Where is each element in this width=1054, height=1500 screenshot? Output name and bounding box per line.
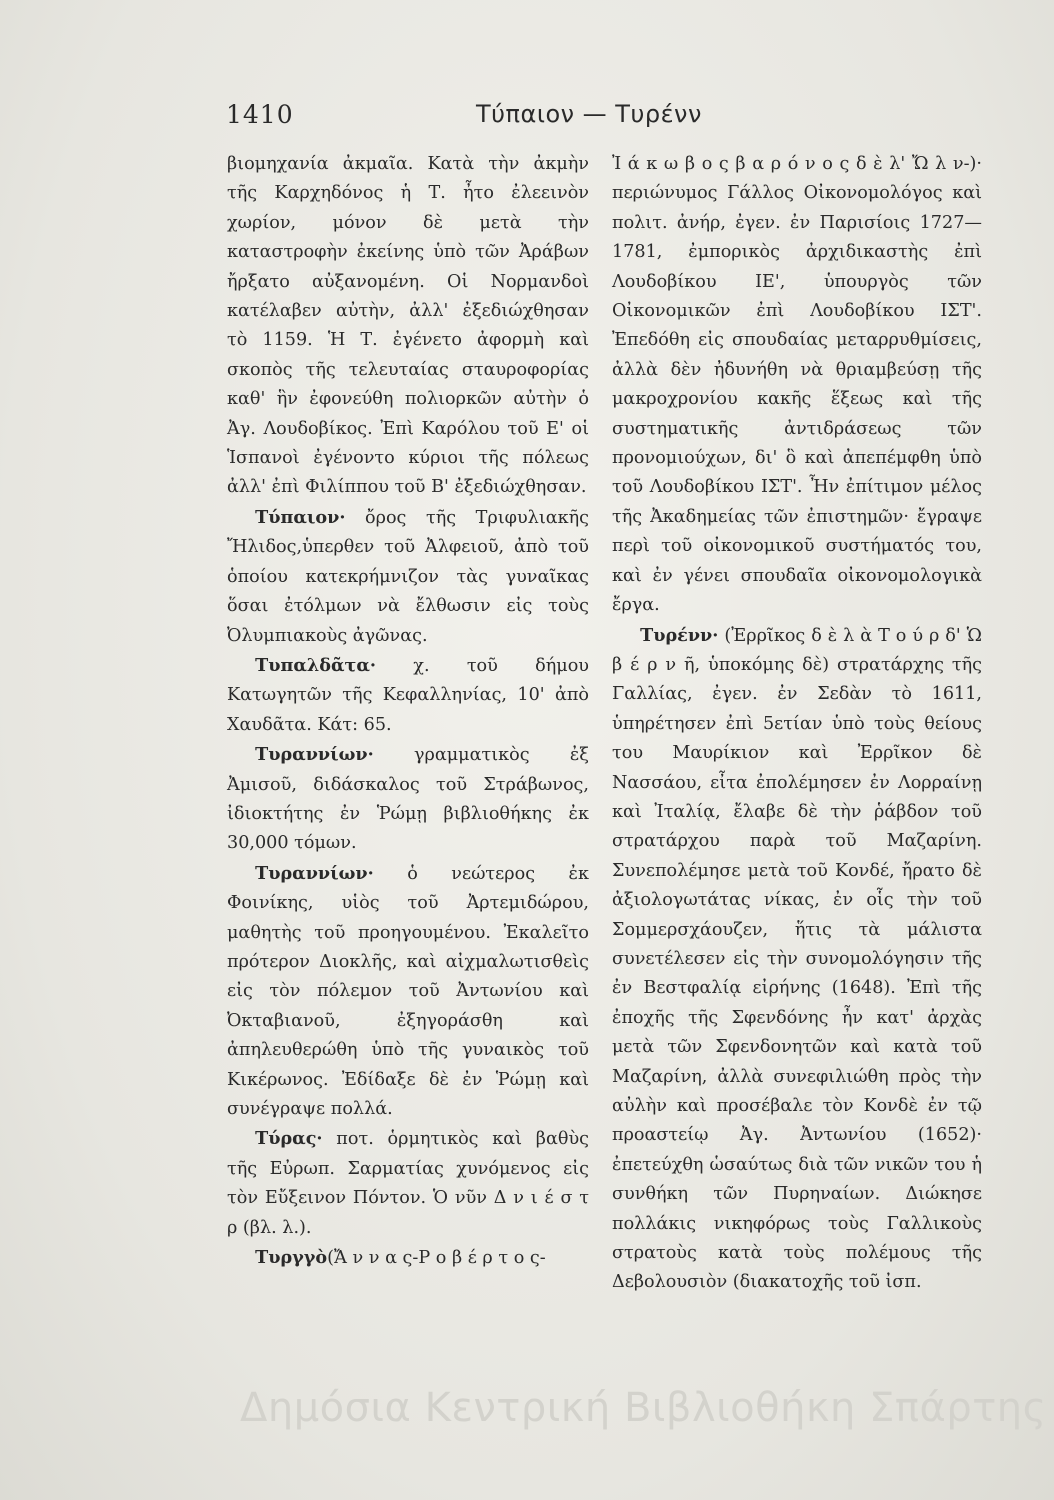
continuation-paragraph: βιομηχανία ἀκμαῖα. Κατὰ τὴν ἀκμὴν τῆς Καρχηδόνος ἡ Τ. ἦτο ἐλεεινὸν χωρίον, μόνον δὲ μετὰ τὴν καταστροφὴν ἐκείνης ὑπὸ τῶν Ἀράβων ἤρξατο αὐξανομένη. Οἱ Νορμανδοὶ κατέλαβεν αὐτὴν, ἀλλ' ἐξεδιώχθησαν τὸ 1159. Ἡ Τ. ἐγένετο ἀφορμὴ καὶ σκοπὸς τῆς τελευταίας σταυροφορίας καθ' ἣν ἐφονεύθη πολιορκῶν αὐτὴν ὁ Ἀγ. Λουδοβίκος. Ἐπὶ Καρόλου τοῦ Ε' οἱ Ἱσπανοὶ ἐγένοντο κύριοι τῆς πόλεως ἀλλ' ἐπὶ Φιλίππου τοῦ Β' ἐξεδιώχθησαν. [227, 154, 589, 498]
running-title: Τύπαιον — Τυρένν [476, 100, 702, 128]
entry-headword: Τυργγὸ [255, 1247, 328, 1269]
entry-headword: Τυρένν· [640, 624, 719, 646]
dictionary-entry [227, 740, 589, 859]
entry-text: ποτ. ὁρμητικὸς καὶ βαθὺς τῆς Εὐρωπ. Σαρματίας χυνόμενος εἰς τὸν Εὔξεινον Πόντον. Ὁ νῦν Δ ν ι έ σ τ ρ (βλ. λ.). [227, 1129, 589, 1238]
entry-headword: Τυραννίων· [255, 744, 374, 766]
page-number: 1410 [226, 100, 294, 129]
entry-headword: Τύπαιον· [255, 506, 346, 528]
entry-text: ὁ νεώτερος ἐκ Φοινίκης, υἱὸς τοῦ Ἀρτεμιδώρου, μαθητὴς τοῦ προηγουμένου. Ἐκαλεῖτο πρότερον Διοκλῆς, καὶ αἰχμαλωτισθεὶς εἰς τὸν πόλεμον τοῦ Ἀντωνίου καὶ Ὀκταβιανοῦ, ἐξηγοράσθη καὶ ἀπηλευθερώθη ὑπὸ τῆς γυναικὸς τοῦ Κικέρωνος. Ἐδίδαξε δὲ ἐν Ῥώμῃ καὶ συνέγραψε πολλά. [227, 863, 589, 1119]
entry-text: (Ἄ ν ν α ς-Ρ ο β έ ρ τ ο ς- [327, 1248, 546, 1269]
right-column [612, 150, 982, 1298]
entry-text: γραμματικὸς ἐξ Ἀμισοῦ, διδάσκαλος τοῦ Στράβωνος, ἰδιοκτήτης ἐν Ῥώμῃ βιβλιοθήκης ἐκ 30,000 τόμων. [227, 745, 589, 854]
continuation-paragraph: Ἰ ά κ ω β ο ς β α ρ ό ν ο ς δ ὲ λ' Ὤ λ ν-)· περιώνυμος Γάλλος Οἰκονομολόγος καὶ πολιτ. ἀνήρ, ἐγεν. ἐν Παρισίοις 1727—1781, ἐμπορικὸς ἀρχιδικαστὴς ἐπὶ Λουδοβίκου ΙΕ', ὑπουργὸς τῶν Οἰκονομικῶν ἐπὶ Λουδοβίκου ΙΣΤ'. Ἐπεδόθη εἰς σπουδαίας μεταρρυθμίσεις, ἀλλὰ δὲν ἠδυνήθη νὰ θριαμβεύσῃ τῆς μακροχρονίου κακῆς ἕξεως καὶ τῆς συστηματικῆς ἀντιδράσεως τῶν προνομιούχων, δι' ὃ καὶ ἀπεπέμφθη ὑπὸ τοῦ Λουδοβίκου ΙΣΤ'. Ἦν ἐπίτιμον μέλος τῆς Ἀκαδημείας τῶν ἐπιστημῶν· ἔγραψε περὶ τοῦ οἰκονομικοῦ συστήματός του, καὶ ἐν γένει σπουδαῖα οἰκονομολογικὰ ἔργα. [612, 154, 982, 616]
dictionary-entry [227, 503, 589, 651]
dictionary-entry [612, 621, 982, 1298]
library-watermark: Δημόσια Κεντρική Βιβλιοθήκη Σπάρτης [240, 1385, 1047, 1431]
page-header [226, 100, 826, 140]
entry-headword: Τυραννίων· [255, 862, 374, 884]
entry-text: ὄρος τῆς Τριφυλιακῆς Ἤλιδος,ὑπερθεν τοῦ Ἀλφειοῦ, ἀπὸ τοῦ ὁποίου κατεκρήμνιζον τὰς γυναῖκας ὅσαι ἐτόλμων νὰ ἔλθωσιν εἰς τοὺς Ὀλυμπιακοὺς ἀγῶνας. [227, 507, 589, 646]
entry-text: (Ἐρρῖκος δ ὲ λ ὰ Τ ο ύ ρ δ' Ὡ β έ ρ ν ῆ, ὑποκόμης δὲ) στρατάρχης τῆς Γαλλίας, ἐγεν. ἐν Σεδὰν τὸ 1611, ὑπηρέτησεν ἐπὶ 5ετίαν ὑπὸ τοὺς θείους του Μαυρίκιον καὶ Ἐρρῖκον δὲ Νασσάου, εἶτα ἐπολέμησεν ἐν Λορραίνῃ καὶ Ἰταλίᾳ, ἔλαβε δὲ τὴν ῥάβδον τοῦ στρατάρχου παρὰ τοῦ Μαζαρίνη. Συνεπολέμησε μετὰ τοῦ Κονδέ, ἤρατο δὲ ἀξιολογωτάτας νίκας, ἐν οἷς τὴν τοῦ Σομμερσχάουζεν, ἥτις τὰ μάλιστα συνετέλεσεν εἰς τὴν συνομολόγησιν τῆς ἐν Βεστφαλίᾳ εἰρήνης (1648). Ἐπὶ τῆς ἐποχῆς τῆς Σφενδόνης ἦν κατ' ἀρχὰς μετὰ τῶν Σφενδονητῶν καὶ κατὰ τοῦ Μαζαρίνη, ἀλλὰ συνεφιλιώθη πρὸς τὴν αὐλὴν καὶ προσέβαλε τὸν Κονδὲ ἐν τῷ προαστείῳ Ἀγ. Ἀντωνίου (1652)· ἐπετεύχθη ὡσαύτως διὰ τῶν νικῶν του ἡ συνθήκη τῶν Πυρηναίων. Διώκησε πολλάκις νικηφόρως τοὺς Γαλλικοὺς στρατοὺς κατὰ τοὺς πολέμους τῆς Δεβολουσιὸν (διακατοχῆς τοῦ ἰσπ. [612, 625, 982, 1293]
dictionary-entry [227, 1124, 589, 1243]
entry-headword: Τυπαλδᾶτα· [255, 654, 376, 676]
dictionary-entry [227, 859, 589, 1125]
left-column [227, 150, 589, 1273]
entry-text: χ. τοῦ δήμου Κατωγητῶν τῆς Κεφαλληνίας, 10' ἀπὸ Χαυδᾶτα. Κάτ: 65. [227, 655, 589, 735]
dictionary-entry [227, 1243, 589, 1273]
dictionary-entry [227, 651, 589, 740]
entry-headword: Τύρας· [255, 1128, 323, 1150]
